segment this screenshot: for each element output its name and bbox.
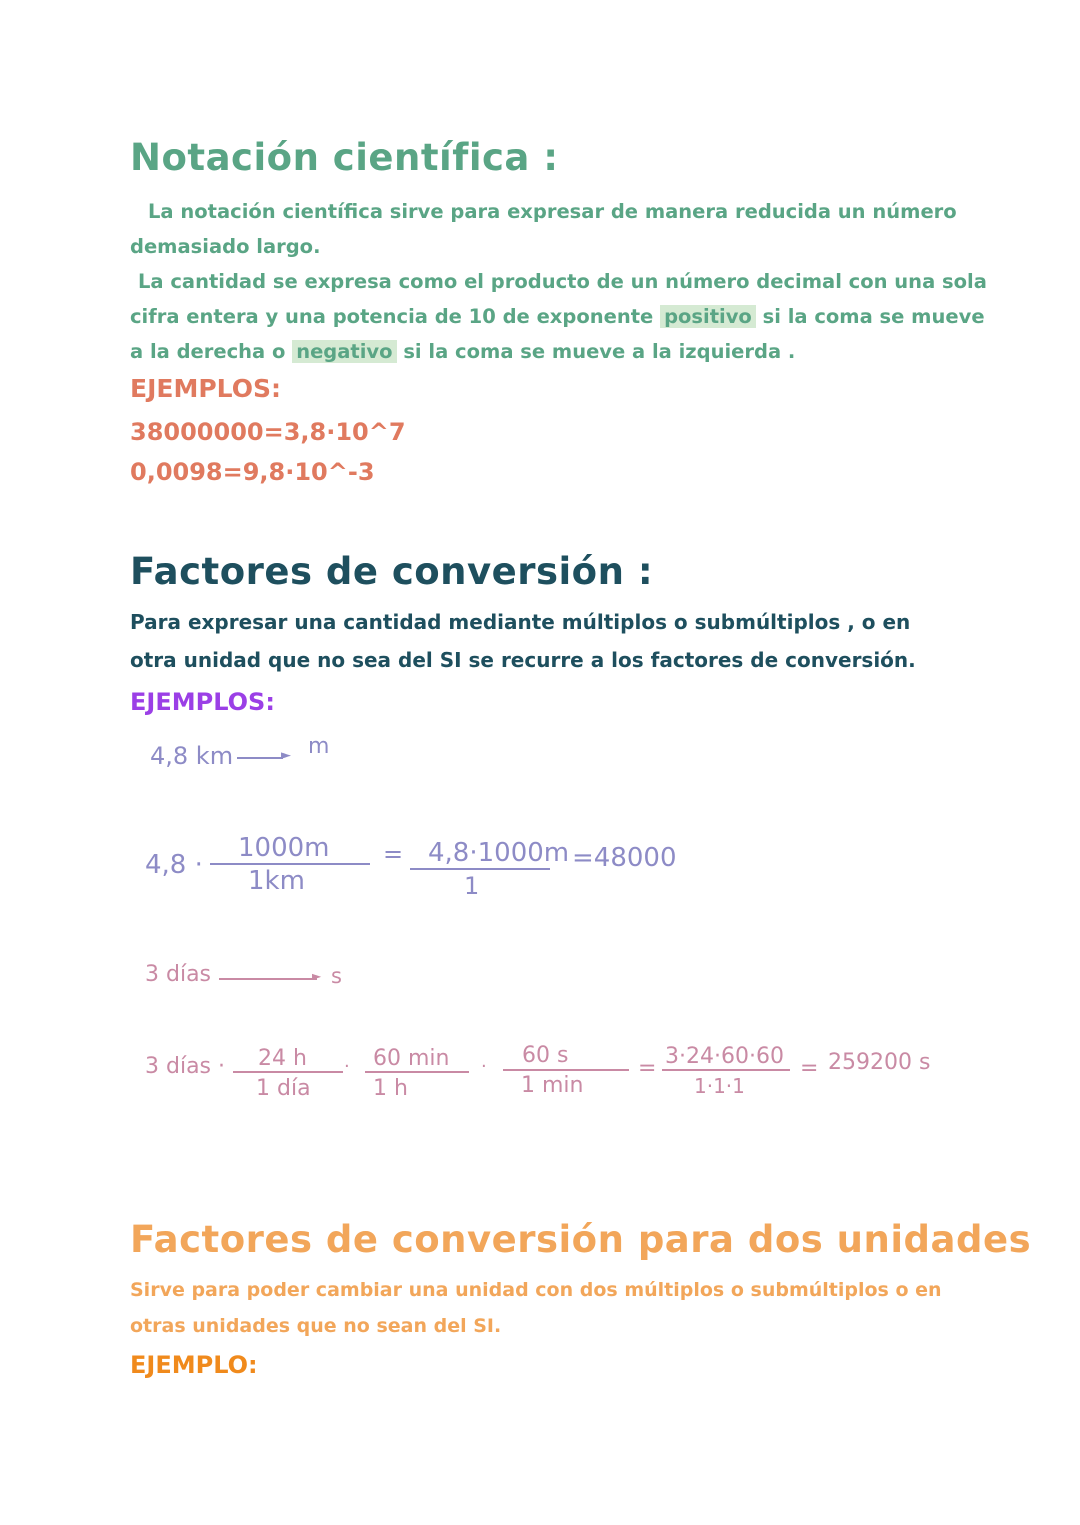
paragraph-line: Para expresar una cantidad mediante múltiplos o submúltiplos , o en	[130, 610, 911, 634]
section-title-conversion-factors: Factores de conversión :	[130, 550, 654, 593]
arrow-head-icon: ►	[281, 748, 291, 763]
result-value: =48000	[572, 843, 677, 873]
conversion-from: 3 días	[145, 962, 212, 987]
highlight-negativo: negativo	[292, 340, 396, 363]
fraction-bar	[365, 1071, 469, 1073]
paragraph-text: a la derecha o	[130, 340, 286, 363]
paragraph-line: La cantidad se expresa como el producto de un número decimal con una sola	[138, 270, 987, 293]
lead-value: 4,8 ·	[145, 850, 203, 880]
paragraph-line: otras unidades que no sean del SI.	[130, 1315, 502, 1337]
arrow-line	[237, 757, 283, 759]
multiply-dot: ·	[344, 1056, 350, 1077]
fraction-bar	[410, 868, 550, 870]
example-label: EJEMPLO:	[130, 1351, 258, 1379]
fraction-bar	[662, 1069, 790, 1071]
arrow-line	[219, 978, 317, 980]
fraction-denominator: 1 h	[373, 1076, 408, 1101]
example-line: 0,0098=9,8·10^-3	[130, 458, 375, 486]
paragraph-line	[130, 334, 795, 369]
conversion-from: 4,8 km	[150, 742, 234, 770]
paragraph-line: La notación científica sirve para expresar de manera reducida un número	[148, 200, 957, 223]
examples-label: EJEMPLOS:	[130, 374, 281, 403]
paragraph-line: Sirve para poder cambiar una unidad con dos múltiplos o submúltiplos o en	[130, 1279, 942, 1301]
conversion-to: s	[331, 964, 342, 988]
arrow-head-icon: ►	[312, 969, 322, 983]
fraction-denominator: 1 día	[256, 1076, 311, 1101]
equals-sign: =	[638, 1056, 657, 1081]
paragraph-text: si la coma se mueve a la izquierda .	[403, 340, 796, 363]
paragraph-line	[130, 299, 985, 334]
example-line: 38000000=3,8·10^7	[130, 418, 406, 446]
result-value: 259200 s	[828, 1050, 931, 1075]
fraction-denominator: 1·1·1	[694, 1074, 745, 1098]
fraction-numerator: 3·24·60·60	[665, 1044, 784, 1069]
fraction-bar	[210, 863, 370, 865]
fraction-denominator: 1 min	[521, 1073, 584, 1098]
lead-value: 3 días ·	[145, 1054, 225, 1079]
paragraph-line: otra unidad que no sea del SI se recurre a los factores de conversión.	[130, 648, 916, 672]
fraction-numerator: 1000m	[238, 833, 330, 863]
examples-label: EJEMPLOS:	[130, 688, 275, 716]
paragraph-text: si la coma se mueve	[762, 305, 985, 328]
fraction-bar	[503, 1069, 629, 1071]
fraction-numerator: 60 min	[373, 1046, 450, 1071]
fraction-denominator: 1km	[248, 866, 305, 896]
section-title-scientific-notation: Notación científica :	[130, 136, 559, 179]
highlight-positivo: positivo	[660, 305, 756, 328]
fraction-numerator: 4,8·1000m	[428, 838, 570, 868]
multiply-dot: ·	[481, 1056, 487, 1077]
fraction-numerator: 60 s	[522, 1043, 569, 1068]
equals-sign: =	[383, 840, 404, 868]
section-title-two-unit-conversion: Factores de conversión para dos unidades	[130, 1218, 1032, 1261]
fraction-denominator: 1	[464, 872, 480, 900]
equals-sign: =	[800, 1056, 819, 1081]
fraction-numerator: 24 h	[258, 1046, 307, 1071]
paragraph-line: demasiado largo.	[130, 235, 321, 258]
fraction-bar	[233, 1071, 343, 1073]
paragraph-text: cifra entera y una potencia de 10 de exponente	[130, 305, 654, 328]
conversion-to: m	[308, 734, 330, 759]
